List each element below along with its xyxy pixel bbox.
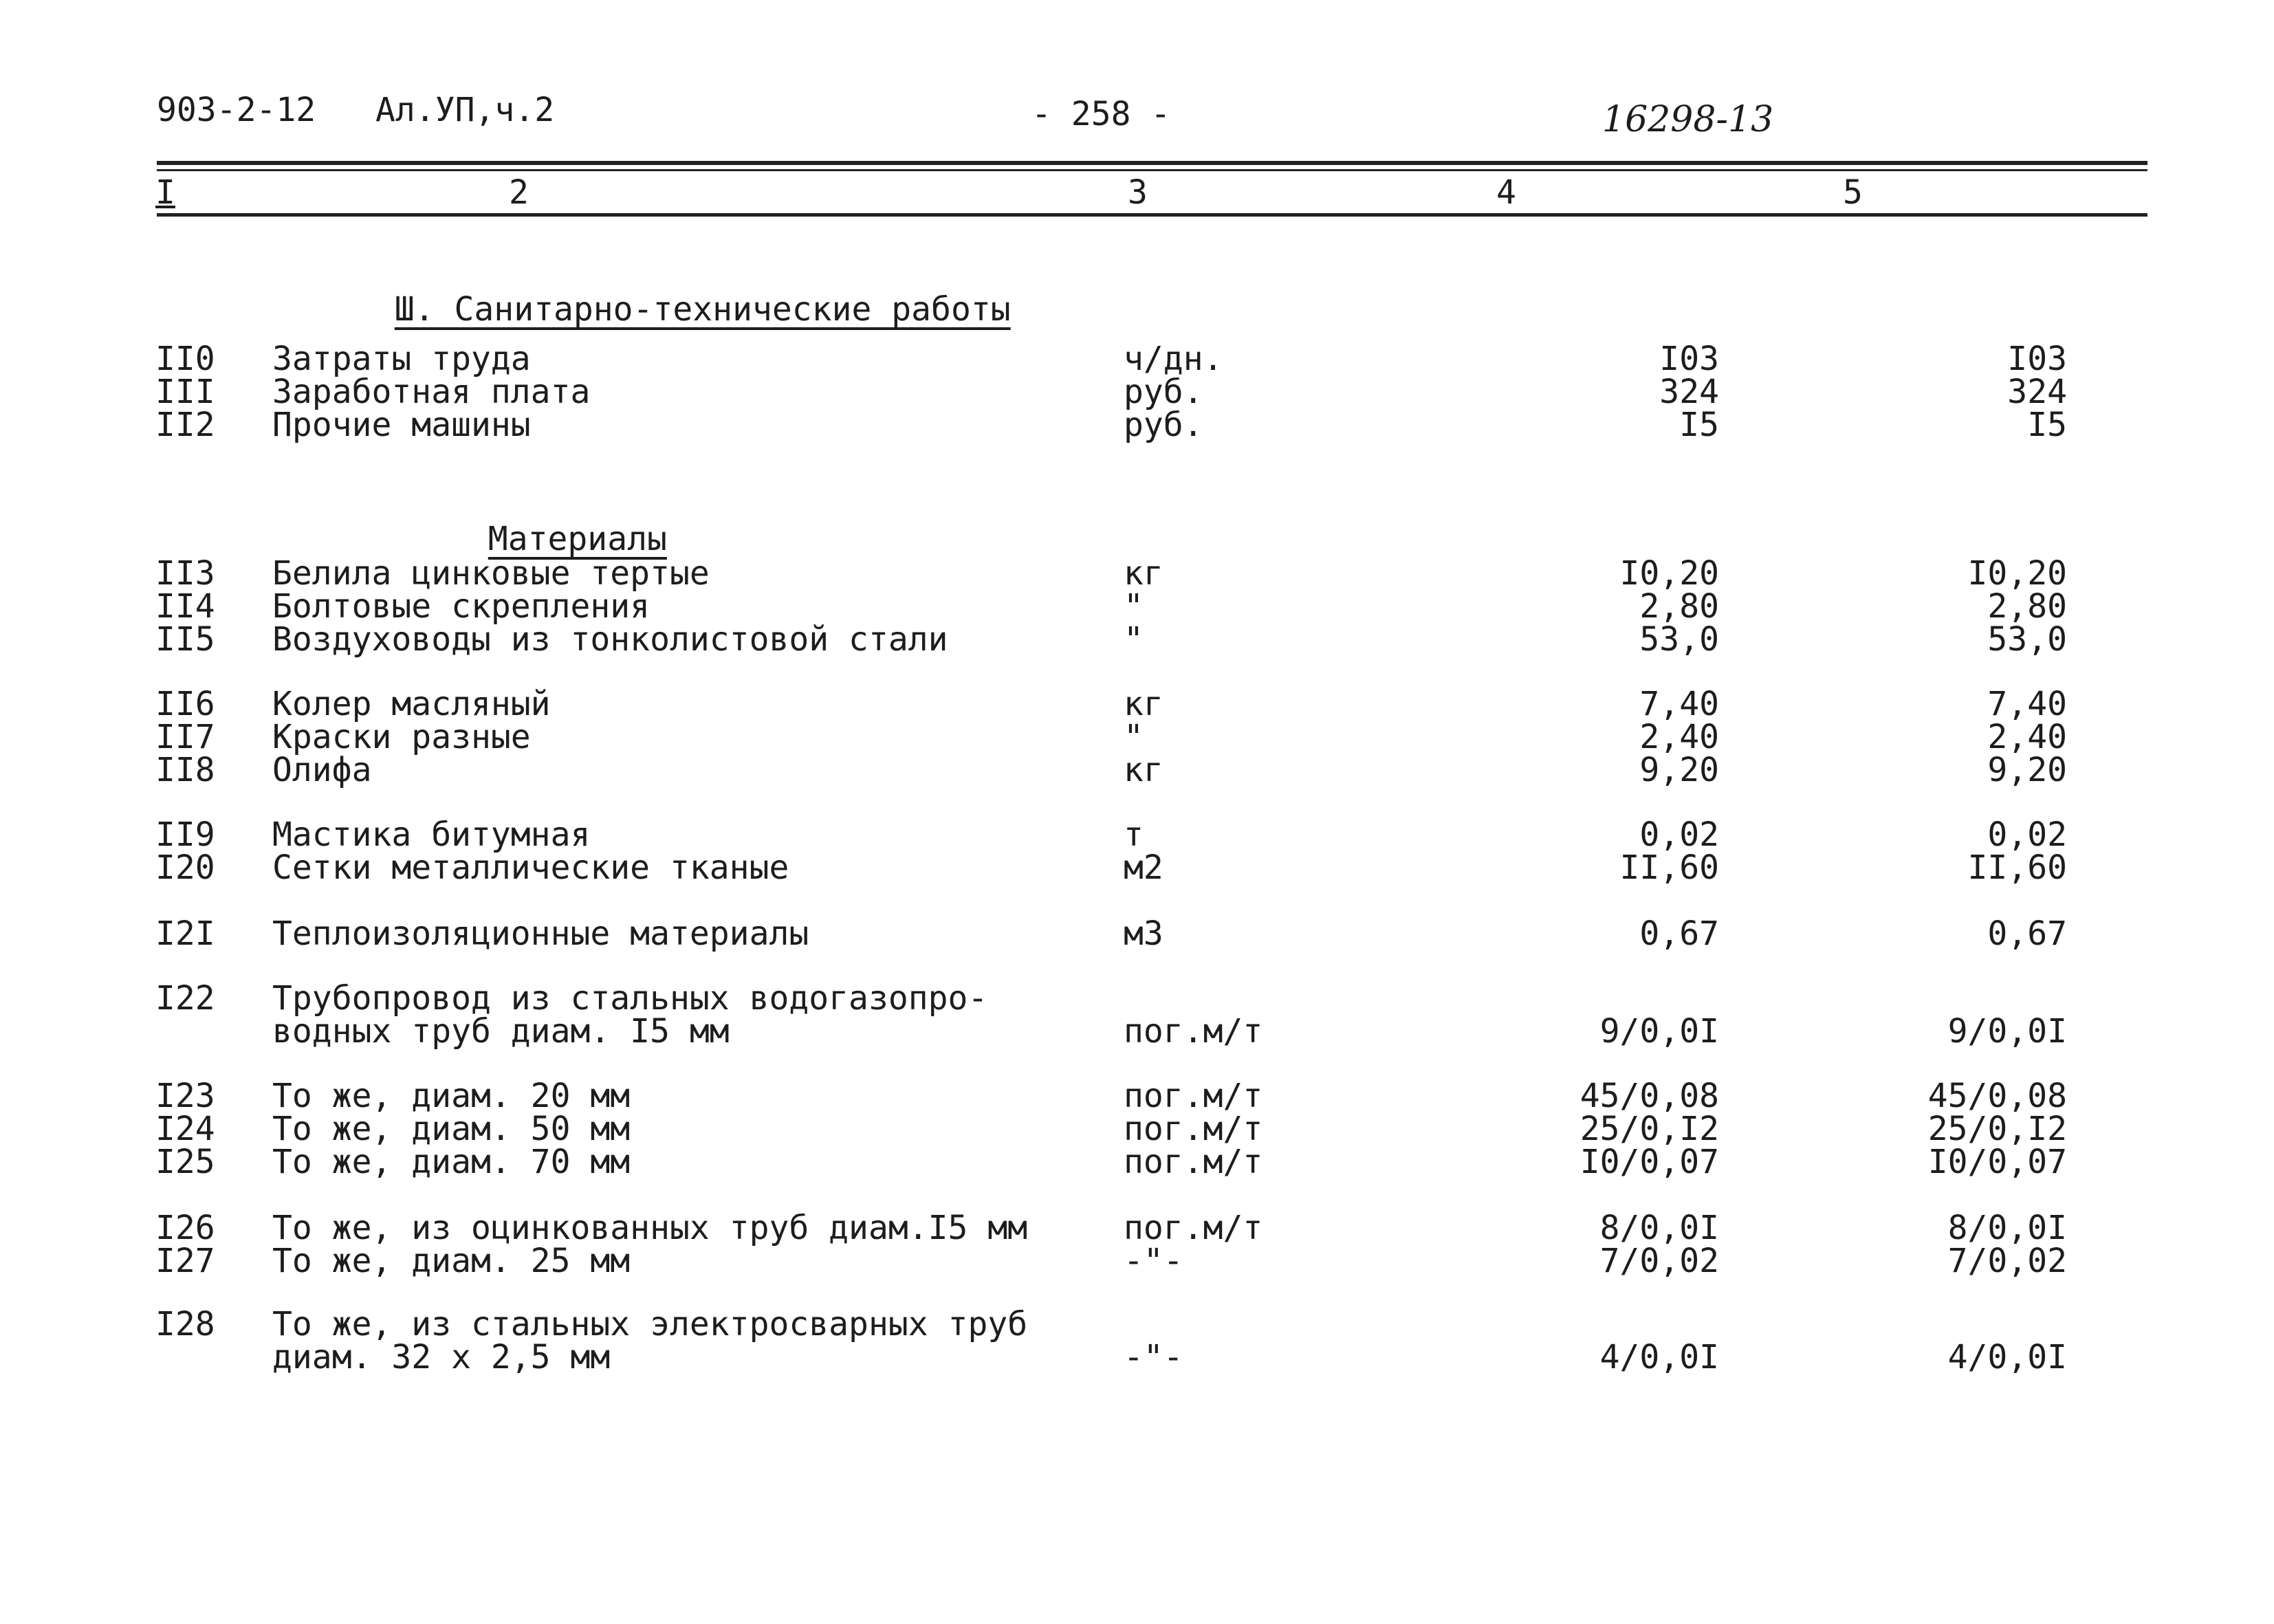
row-value-col4: 7,40: [1639, 685, 1719, 723]
table-top-rule: [157, 161, 2147, 165]
row-value-col4: 2,80: [1639, 587, 1719, 626]
row-unit: ": [1124, 587, 1144, 626]
row-number: II7: [155, 718, 215, 756]
row-unit: кг: [1124, 554, 1163, 593]
row-unit: м2: [1124, 848, 1163, 887]
row-number: I26: [155, 1209, 215, 1247]
row-name-line1: Трубопровод из стальных водогазопро-: [272, 979, 988, 1018]
row-value-col5: 53,0: [1987, 620, 2067, 659]
row-unit: ч/дн.: [1124, 340, 1223, 378]
row-number: I25: [155, 1143, 215, 1181]
column-header-5: 5: [1843, 173, 1863, 212]
row-value-col5: 7/0,02: [1947, 1242, 2067, 1280]
section-title-text: Ш. Санитарно-технические работы: [394, 290, 1011, 329]
row-value-col5: 2,40: [1987, 718, 2067, 756]
row-name: Теплоизоляционные материалы: [272, 914, 809, 953]
row-unit: т: [1124, 815, 1144, 854]
row-name: Краски разные: [272, 718, 531, 756]
row-value-col4: I0,20: [1619, 554, 1719, 593]
row-number: II8: [155, 751, 215, 789]
row-name: Болтовые скрепления: [272, 587, 651, 626]
row-value-col4: 2,40: [1639, 718, 1719, 756]
row-number: II3: [155, 554, 215, 593]
row-value-col5: I0/0,07: [1927, 1143, 2067, 1181]
row-value-col4: 8/0,0I: [1599, 1209, 1719, 1247]
row-unit: пог.м/т: [1124, 1209, 1263, 1247]
row-value-col4: I03: [1659, 340, 1719, 378]
handwritten-reference: 16298-13: [1602, 99, 1774, 140]
materials-title: [448, 490, 667, 556]
row-value-col4: 9,20: [1639, 751, 1719, 789]
row-number: II0: [155, 340, 215, 378]
column-header-4: 4: [1496, 173, 1516, 212]
row-name: То же, из оцинкованных труб диам.I5 мм: [272, 1209, 1028, 1247]
row-name-line2: диам. 32 х 2,5 мм: [272, 1338, 611, 1376]
row-value-col5: 8/0,0I: [1947, 1209, 2067, 1247]
table-header-rule: [157, 213, 2147, 217]
table-top-rule-thin: [157, 169, 2147, 171]
row-number: II5: [155, 620, 215, 659]
row-value-col4: I5: [1679, 406, 1719, 444]
row-value-col5: 7,40: [1987, 685, 2067, 723]
row-unit: ": [1124, 620, 1144, 659]
row-number: II6: [155, 685, 215, 723]
row-unit: руб.: [1124, 406, 1203, 444]
row-name: Белила цинковые тертые: [272, 554, 710, 593]
row-number: I24: [155, 1110, 215, 1148]
row-number: II9: [155, 815, 215, 854]
row-name: То же, диам. 70 мм: [272, 1143, 631, 1181]
row-name: То же, диам. 25 мм: [272, 1242, 631, 1280]
row-unit: ": [1124, 718, 1144, 756]
row-unit: -"-: [1124, 1338, 1183, 1376]
row-value-col4: 4/0,0I: [1599, 1338, 1719, 1376]
row-unit: пог.м/т: [1124, 1143, 1263, 1181]
row-value-col5: 9,20: [1987, 751, 2067, 789]
row-name: Сетки металлические тканые: [272, 848, 789, 887]
row-name: То же, диам. 50 мм: [272, 1110, 631, 1148]
row-name: Воздуховоды из тонколистовой стали: [272, 620, 948, 659]
row-value-col5: 0,67: [1987, 914, 2067, 953]
row-value-col5: I5: [2027, 406, 2067, 444]
row-number: II4: [155, 587, 215, 626]
row-number: I2I: [155, 914, 215, 953]
row-value-col4: 324: [1659, 373, 1719, 411]
row-number: I20: [155, 848, 215, 887]
doc-code: 903-2-12: [157, 91, 316, 129]
row-unit: пог.м/т: [1124, 1110, 1263, 1148]
row-value-col4: 53,0: [1639, 620, 1719, 659]
row-value-col4: 25/0,I2: [1579, 1110, 1719, 1148]
row-unit: кг: [1124, 751, 1163, 789]
row-number: III: [155, 373, 215, 411]
row-name: Олифа: [272, 751, 372, 789]
row-value-col4: 45/0,08: [1579, 1077, 1719, 1115]
row-value-col4: 7/0,02: [1599, 1242, 1719, 1280]
row-name: Заработная плата: [272, 373, 591, 411]
row-value-col4: II,60: [1619, 848, 1719, 887]
row-name: Мастика битумная: [272, 815, 591, 854]
row-name: Затраты труда: [272, 340, 531, 378]
row-value-col5: 9/0,0I: [1947, 1012, 2067, 1051]
materials-title-text: Материалы: [488, 520, 667, 558]
row-number: I22: [155, 979, 215, 1018]
row-number: II2: [155, 406, 215, 444]
row-value-col5: 0,02: [1987, 815, 2067, 854]
row-unit: пог.м/т: [1124, 1077, 1263, 1115]
row-value-col5: I0,20: [1967, 554, 2067, 593]
row-name-line1: То же, из стальных электросварных труб: [272, 1305, 1028, 1343]
row-name: Прочие машины: [272, 406, 531, 444]
column-header-3: 3: [1128, 173, 1148, 212]
row-unit: -"-: [1124, 1242, 1183, 1280]
column-header-1: I: [155, 173, 175, 212]
row-value-col5: II,60: [1967, 848, 2067, 887]
row-unit: пог.м/т: [1124, 1012, 1263, 1051]
row-number: I23: [155, 1077, 215, 1115]
row-value-col5: 4/0,0I: [1947, 1338, 2067, 1376]
page-number: - 258 -: [1031, 95, 1171, 133]
column-header-2: 2: [509, 173, 529, 212]
row-name: То же, диам. 20 мм: [272, 1077, 631, 1115]
row-value-col4: 9/0,0I: [1599, 1012, 1719, 1051]
row-name-line2: водных труб диам. I5 мм: [272, 1012, 730, 1051]
row-unit: руб.: [1124, 373, 1203, 411]
row-value-col5: 25/0,I2: [1927, 1110, 2067, 1148]
section-title: [355, 260, 1011, 329]
row-name: Колер масляный: [272, 685, 551, 723]
row-value-col4: 0,02: [1639, 815, 1719, 854]
album-ref: Ал.УП,ч.2: [375, 91, 555, 129]
row-value-col5: 2,80: [1987, 587, 2067, 626]
row-unit: м3: [1124, 914, 1163, 953]
row-number: I27: [155, 1242, 215, 1280]
row-value-col4: 0,67: [1639, 914, 1719, 953]
row-value-col5: 324: [2007, 373, 2067, 411]
row-value-col5: 45/0,08: [1927, 1077, 2067, 1115]
row-value-col5: I03: [2007, 340, 2067, 378]
row-value-col4: I0/0,07: [1579, 1143, 1719, 1181]
row-unit: кг: [1124, 685, 1163, 723]
row-number: I28: [155, 1305, 215, 1343]
